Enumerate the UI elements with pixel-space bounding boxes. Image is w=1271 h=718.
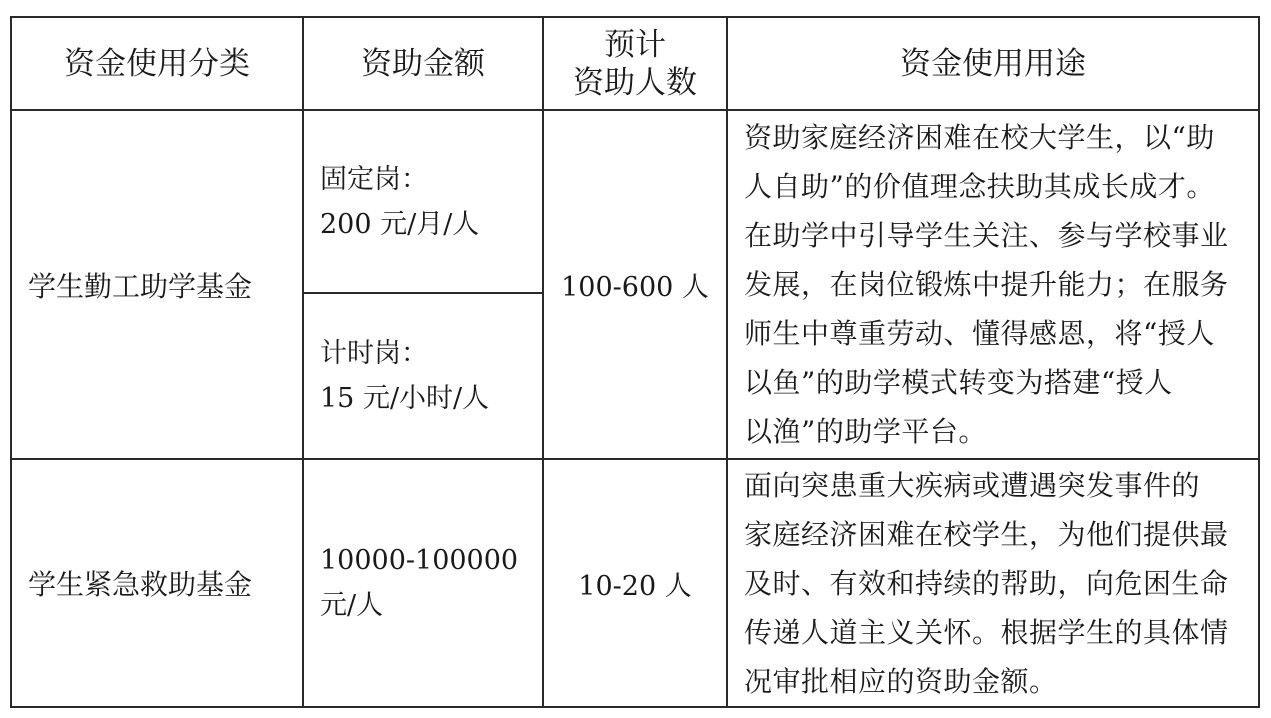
amount-cell-fixed xyxy=(303,110,543,293)
table-row xyxy=(11,459,1259,707)
amount-value: 10000-100000 xyxy=(320,545,519,576)
amount-label: 固定岗： xyxy=(320,163,428,195)
header-count xyxy=(543,17,727,110)
purpose-line: 在助学中引导学生关注、参与学校事业 xyxy=(744,219,1229,252)
header-amount: 资助金额 xyxy=(303,17,543,110)
purpose-line: 师生中尊重劳动、懂得感恩，将“授人 xyxy=(744,317,1215,350)
count-cell: 10-20 人 xyxy=(543,459,727,707)
purpose-line: 面向突患重大疾病或遭遇突发事件的 xyxy=(744,468,1201,502)
category-cell: 学生紧急救助基金 xyxy=(11,459,303,707)
amount-value: 15 元/小时/人 xyxy=(320,383,490,414)
purpose-line: 及时、有效和持续的帮助，向危困生命 xyxy=(744,566,1229,600)
table-row xyxy=(11,110,1259,293)
funding-table xyxy=(10,16,1258,708)
header-count-line1: 预计 xyxy=(604,26,666,63)
category-cell: 学生勤工助学基金 xyxy=(11,110,303,459)
funding-table-grid xyxy=(10,16,1260,708)
amount-value: 200 元/月/人 xyxy=(320,208,480,240)
header-count-line2: 资助人数 xyxy=(573,64,697,101)
purpose-line: 人自助”的价值理念扶助其成长成才。 xyxy=(744,170,1215,203)
count-cell: 100-600 人 xyxy=(543,110,727,459)
purpose-line: 资助家庭经济困难在校大学生，以“助 xyxy=(744,121,1215,154)
header-row xyxy=(11,17,1259,110)
header-purpose: 资金使用用途 xyxy=(727,17,1259,110)
purpose-line: 以渔”的助学平台。 xyxy=(744,415,987,448)
header-category: 资金使用分类 xyxy=(11,17,303,110)
amount-unit: 元/人 xyxy=(320,590,384,621)
purpose-line: 发展，在岗位锻炼中提升能力；在服务 xyxy=(744,268,1229,301)
purpose-line: 以鱼”的助学模式转变为搭建“授人 xyxy=(744,366,1173,399)
purpose-line: 传递人道主义关怀。根据学生的具体情 xyxy=(744,615,1229,649)
purpose-line: 况审批相应的资助金额。 xyxy=(744,664,1058,698)
purpose-cell xyxy=(727,110,1259,459)
amount-label: 计时岗： xyxy=(320,338,428,369)
purpose-line: 家庭经济困难在校学生，为他们提供最 xyxy=(744,517,1229,551)
amount-cell-hourly xyxy=(303,293,543,459)
amount-cell xyxy=(303,459,543,707)
purpose-cell xyxy=(727,459,1259,707)
